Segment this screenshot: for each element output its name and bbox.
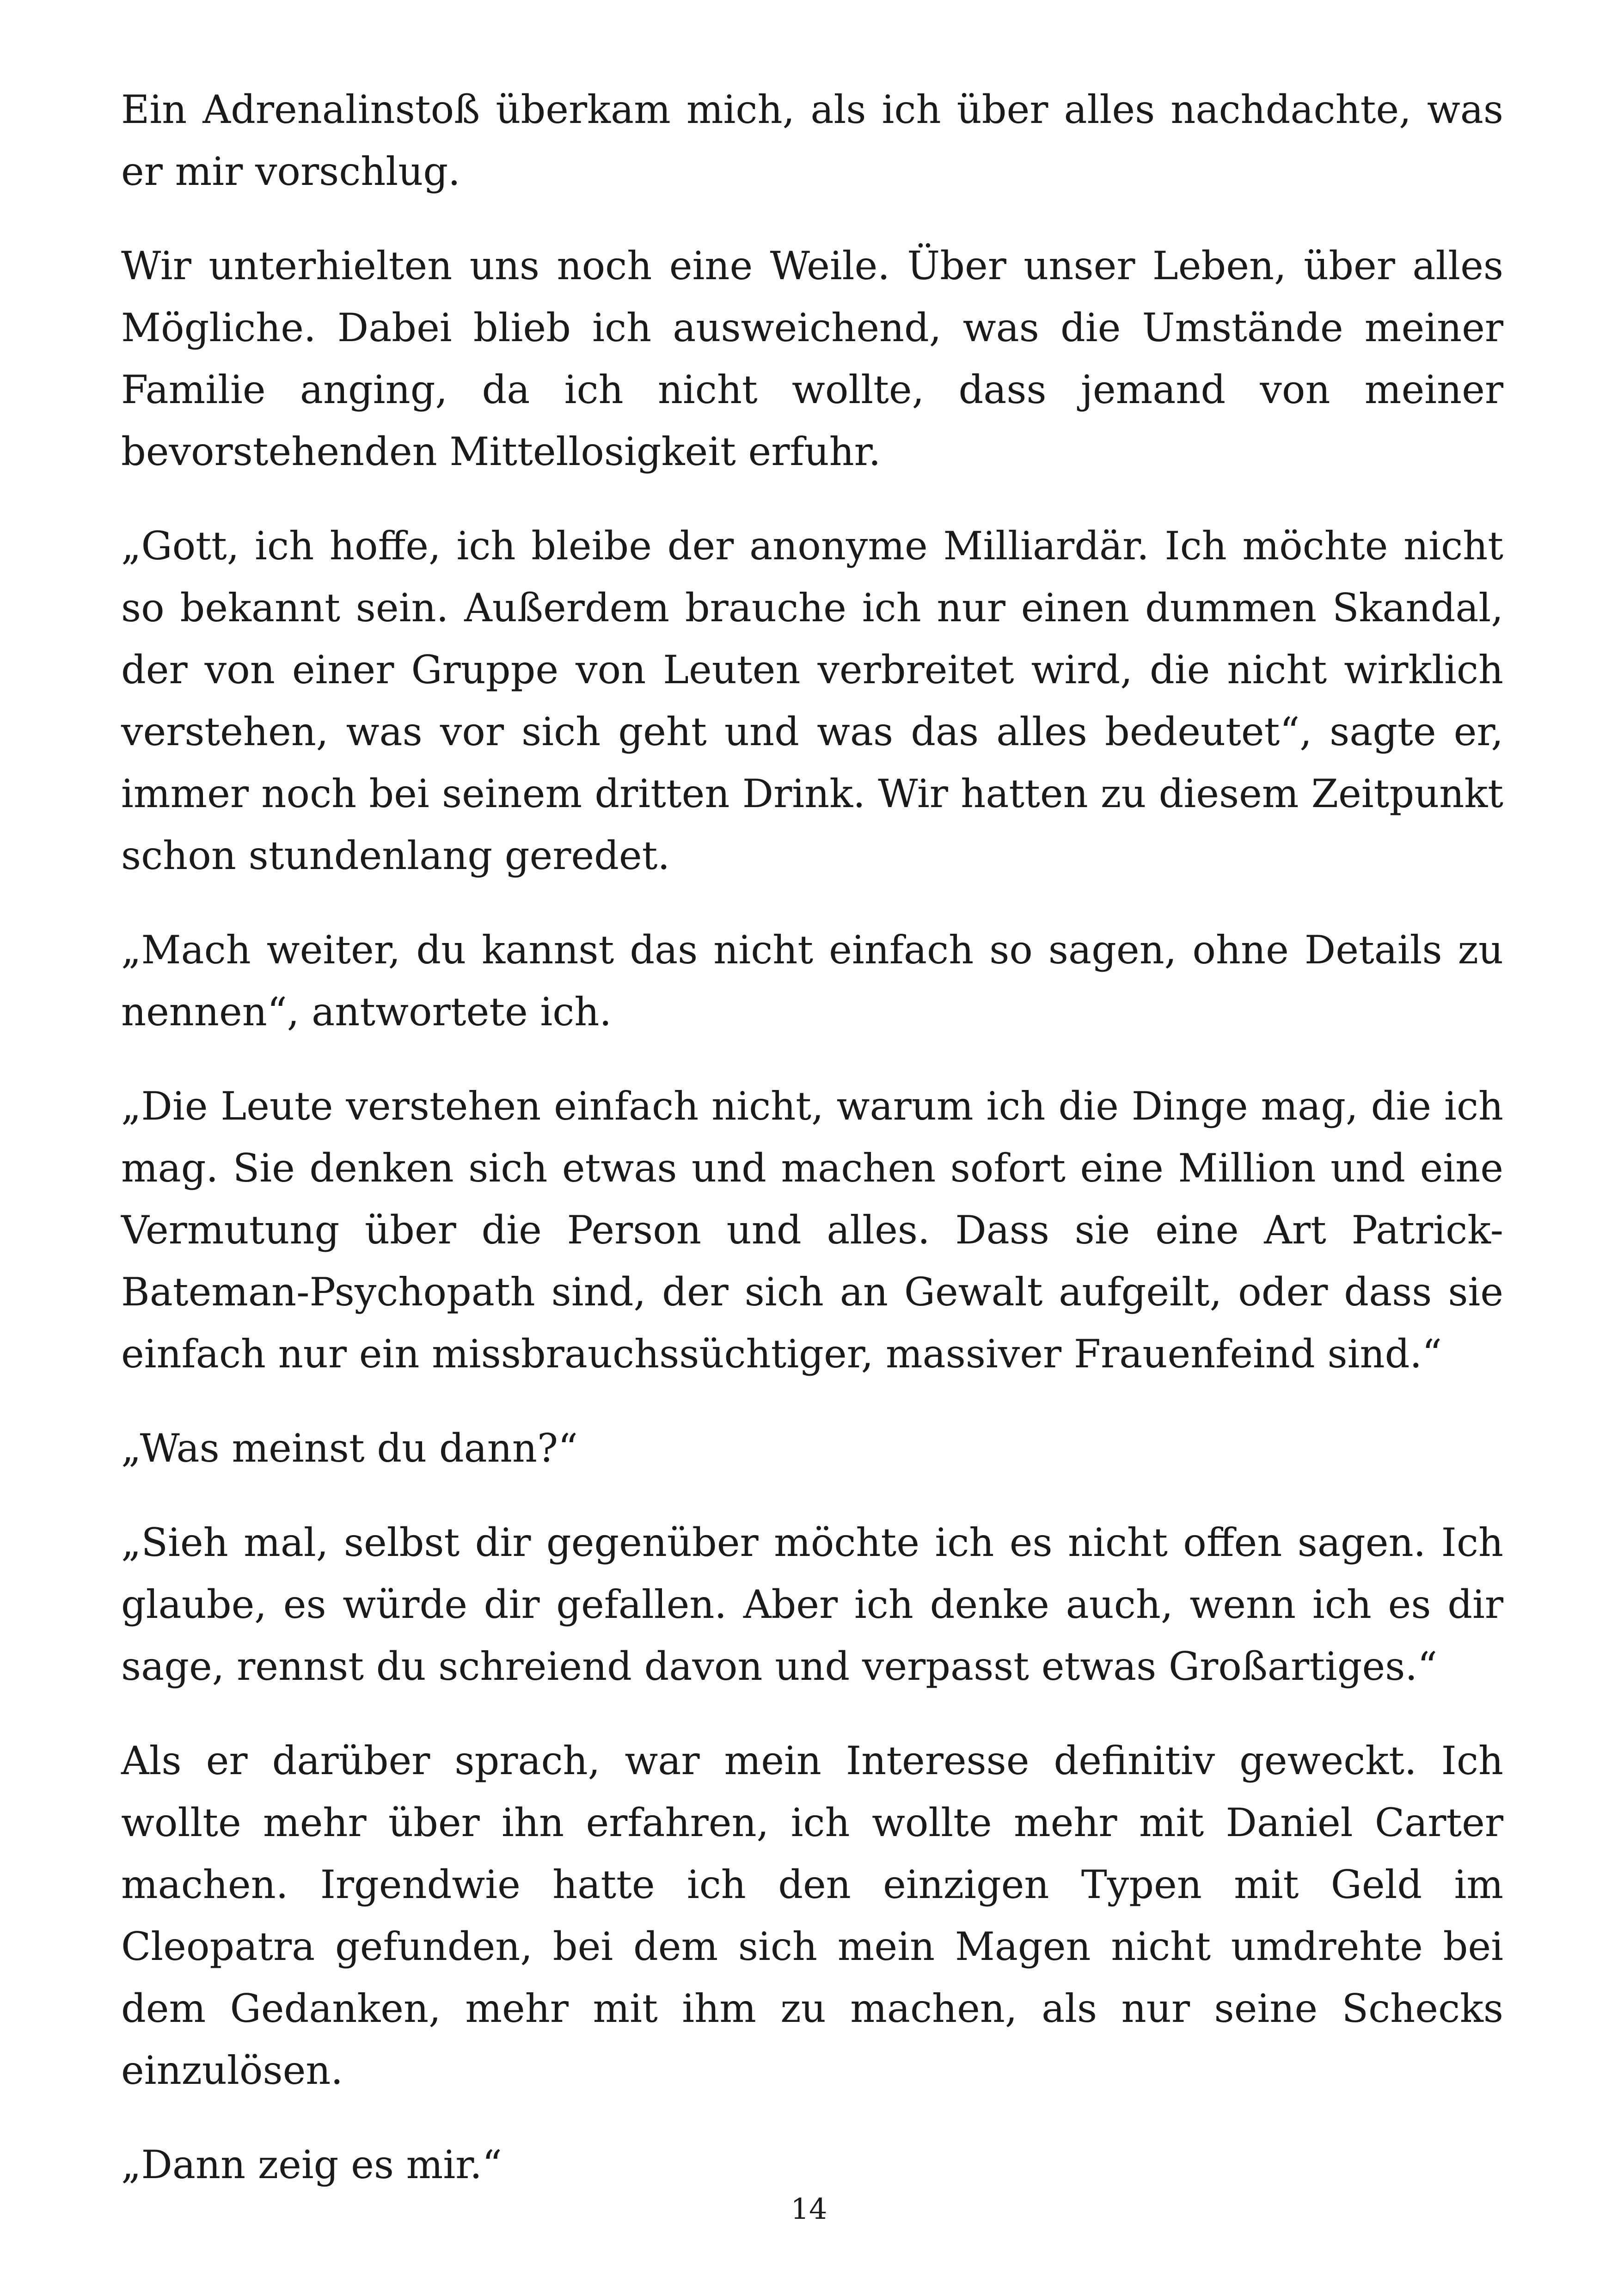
paragraph-1: Ein Adrenalinstoß überkam mich, als ich über alles nachdachte, was er mir vorschlug. xyxy=(121,87,1503,194)
paragraph-7: „Sieh mal, selbst dir gegenüber möchte ich es nicht offen sagen. Ich glaube, es würde dir gefallen. Aber ich denke auch, wenn ich es dir sage, rennst du schreiend davon und verpasst etwas Großartiges.“ xyxy=(121,1520,1503,1689)
paragraph-2: Wir unterhielten uns noch eine Weile. Über unser Leben, über alles Mögliche. Dabei blieb ich ausweichend, was die Umstände meiner Familie anging, da ich nicht wollte, dass jemand von meiner bevorstehenden Mittellosigkeit erfuhr. xyxy=(121,243,1503,474)
paragraph-6: „Was meinst du dann?“ xyxy=(121,1426,578,1471)
paragraph-3: „Gott, ich hoffe, ich bleibe der anonyme Milliardär. Ich möchte nicht so bekannt sein. Außerdem brauche ich nur einen dummen Skandal, der von einer Gruppe von Leuten verbreitet wird, die nicht wirklich verstehen, was vor sich geht und was das alles bedeutet“, sagte er, immer noch bei seinem dritten Drink. Wir hatten zu diesem Zeitpunkt schon stundenlang geredet. xyxy=(121,523,1503,878)
paragraph-8: Als er darüber sprach, war mein Interesse definitiv geweckt. Ich wollte mehr über ihn erfahren, ich wollte mehr mit Daniel Carter machen. Irgendwie hatte ich den einzigen Typen mit Geld im Cleopatra gefunden, bei dem sich mein Magen nicht umdrehte bei dem Gedanken, mehr mit ihm zu machen, als nur seine Schecks einzulösen. xyxy=(121,1738,1503,2093)
paragraph-5: „Die Leute verstehen einfach nicht, warum ich die Dinge mag, die ich mag. Sie denken sich etwas und machen sofort eine Million und eine Vermutung über die Person und alles. Dass sie eine Art Patrick-Bateman-Psychopath sind, der sich an Gewalt aufgeilt, oder dass sie einfach nur ein missbrauchssüchtiger, massiver Frauenfeind sind.“ xyxy=(121,1084,1503,1377)
paragraph-4: „Mach weiter, du kannst das nicht einfach so sagen, ohne Details zu nennen“, antwortete ich. xyxy=(121,927,1503,1035)
page-body xyxy=(121,79,1503,2228)
paragraph-9: „Dann zeig es mir.“ xyxy=(121,2142,502,2187)
page-number: 14 xyxy=(791,2192,827,2226)
